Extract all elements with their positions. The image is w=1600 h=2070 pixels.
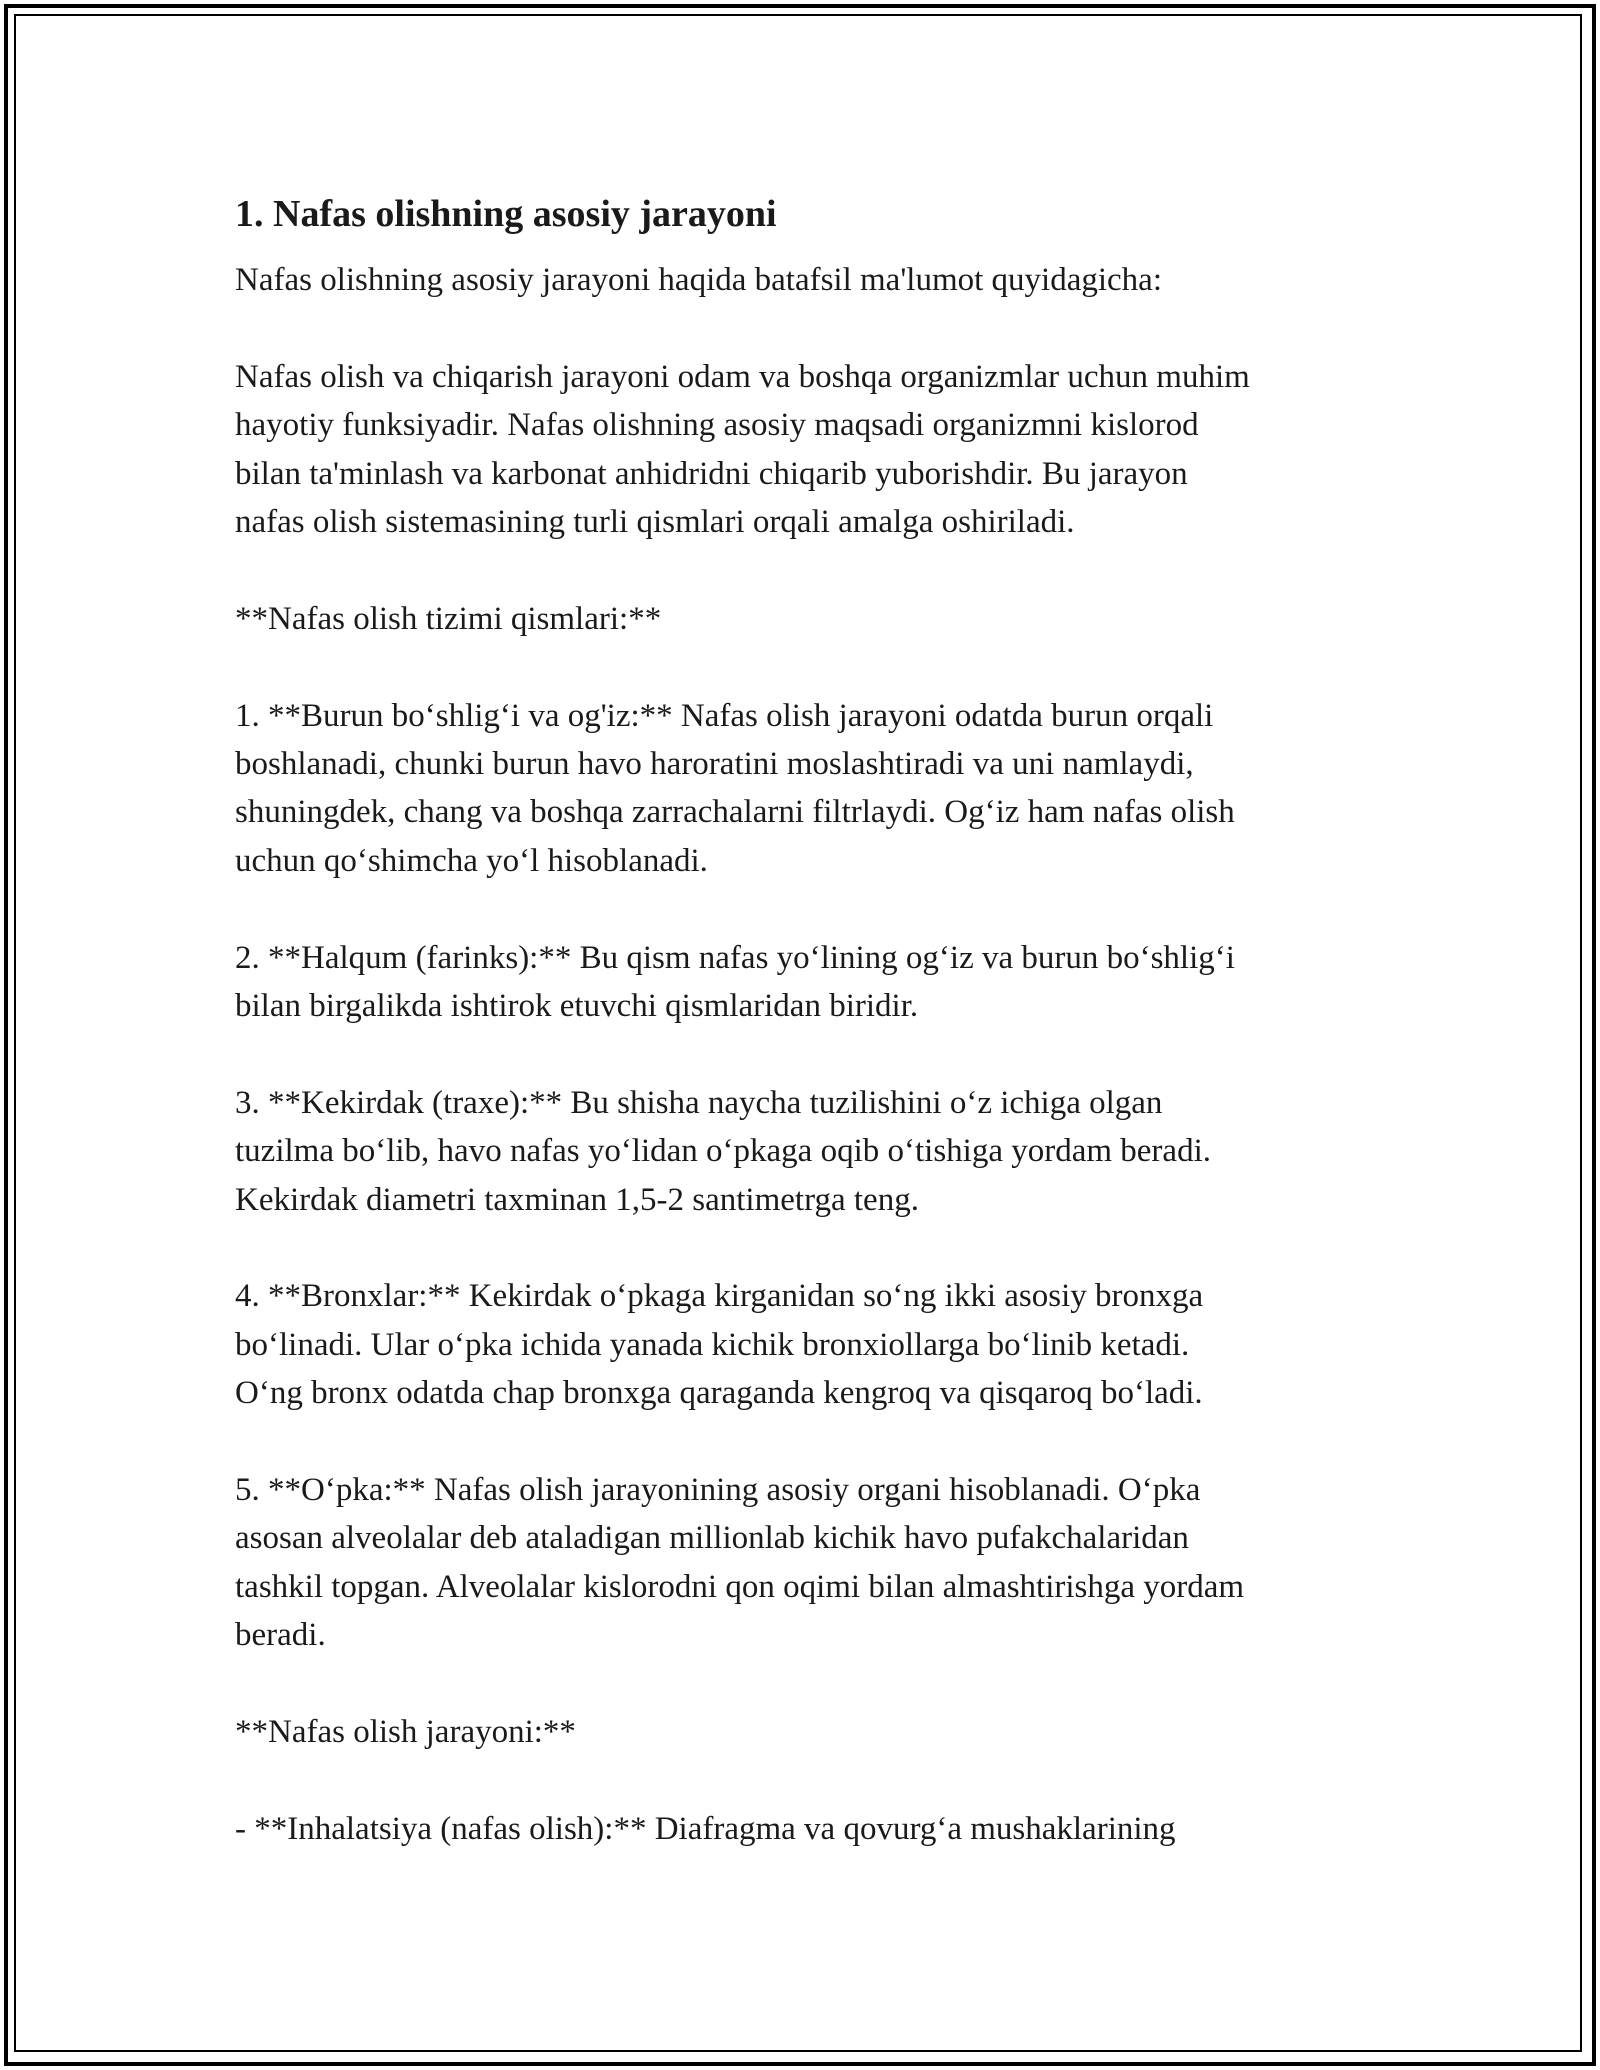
subheading-process: **Nafas olish jarayoni:**	[235, 1714, 576, 1751]
list-item-nasal-cavity: 1. **Burun boʻshligʻi va og'iz:** Nafas olish jarayoni odatda burun orqali boshlanadi, chunki burun havo haroratini moslashtiradi va uni namlaydi, shuningdek, chang va boshqa zarrachalarni filtrlaydi. Ogʻiz ham nafas olish uchun qoʻshimcha yoʻl hisoblanadi.	[235, 697, 1235, 879]
subheading-system-parts: **Nafas olish tizimi qismlari:**	[235, 600, 662, 637]
overview-paragraph: Nafas olish va chiqarish jarayoni odam va boshqa organizmlar uchun muhim hayotiy funksiyadir. Nafas olishning asosiy maqsadi organizmni kislorod bilan ta'minlash va karbonat anhidridni chiqarib yuborishdir. Bu jarayon nafas olish sistemasining turli qismlari orqali amalga oshiriladi.	[235, 358, 1250, 541]
list-item-lungs: 5. **Oʻpka:** Nafas olish jarayonining asosiy organi hisoblanadi. Oʻpka asosan alveolalar deb ataladigan millionlab kichik havo pufakchalaridan tashkil topgan. Alveolalar kislorodni qon oqimi bilan almashtirishga yordam beradi.	[235, 1472, 1245, 1654]
section-heading: 1. Nafas olishning asosiy jarayoni	[235, 193, 777, 235]
intro-paragraph: Nafas olishning asosiy jarayoni haqida batafsil ma'lumot quyidagicha:	[235, 262, 1162, 298]
document-body	[235, 186, 1375, 1853]
list-item-pharynx: 2. **Halqum (farinks):** Bu qism nafas yoʻlining ogʻiz va burun boʻshligʻi bilan birgalikda ishtirok etuvchi qismlaridan biridir.	[235, 939, 1235, 1025]
list-item-inhalation: - **Inhalatsiya (nafas olish):** Diafragma va qovurgʻa mushaklarining	[235, 1810, 1176, 1847]
list-item-bronchi: 4. **Bronxlar:** Kekirdak oʻpkaga kirganidan soʻng ikki asosiy bronxga boʻlinadi. Ular oʻpka ichida yanada kichik bronxiollarga boʻlinib ketadi. Oʻng bronx odatda chap bronxga qaraganda kengroq va qisqaroq boʻladi.	[235, 1278, 1204, 1412]
list-item-trachea: 3. **Kekirdak (traxe):** Bu shisha naycha tuzilishini oʻz ichiga olgan tuzilma boʻlib, havo nafas yoʻlidan oʻpkaga oqib oʻtishiga yordam beradi. Kekirdak diametri taxminan 1,5-2 santimetrga teng.	[235, 1084, 1211, 1218]
